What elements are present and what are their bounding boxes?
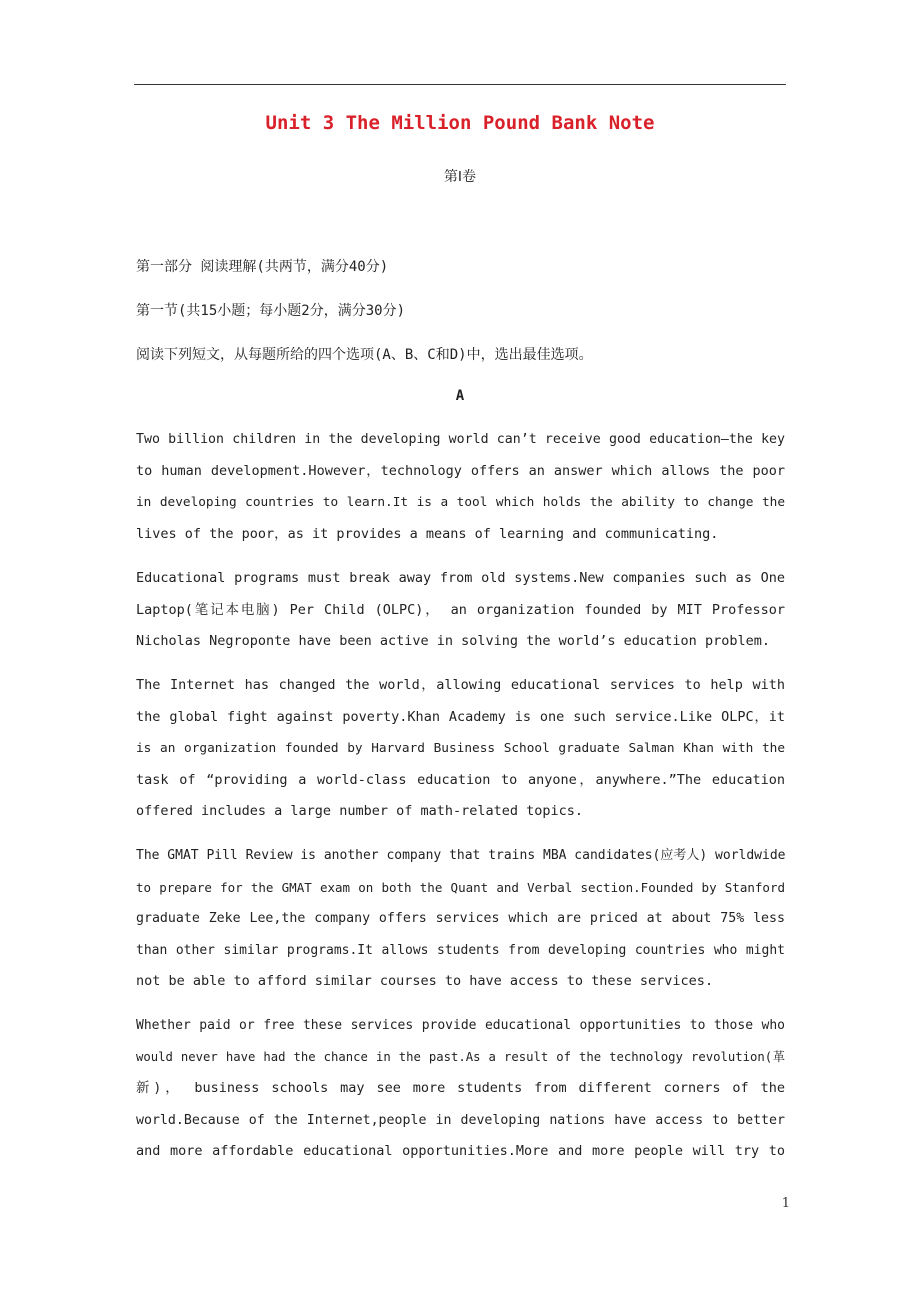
- page-number: 1: [781, 1196, 790, 1211]
- passage-paragraph: [136, 1010, 785, 1168]
- paragraph-line: Two billion children in the developing world can’t receive good education—the key: [136, 432, 785, 447]
- section-instruction: 第一节(共15小题；每小题2分，满分30分): [136, 303, 406, 319]
- paragraph-line: 新)， business schools may see more students from different corners of the: [136, 1080, 785, 1097]
- paragraph-line: Whether paid or free these services provide educational opportunities to those who: [136, 1018, 785, 1033]
- paragraph-line: to prepare for the GMAT exam on both the Quant and Verbal section.Founded by Stanford: [136, 879, 785, 895]
- paragraph-line: is an organization founded by Harvard Business School graduate Salman Khan with the: [136, 741, 785, 757]
- paragraph-line: the global fight against poverty.Khan Academy is one such service.Like OLPC，it: [136, 708, 785, 725]
- paragraph-line: The Internet has changed the world，allowing educational services to help with: [136, 677, 785, 693]
- paragraph-line: world.Because of the Internet,people in developing nations have access to better: [136, 1112, 785, 1128]
- paragraph-line: Laptop(笔记本电脑) Per Child (OLPC)， an organization founded by MIT Professor: [136, 601, 785, 618]
- paragraph-line: and more affordable educational opportunities.More and more people will try to: [136, 1143, 785, 1160]
- header-rule: [134, 84, 786, 85]
- passage-label: A: [455, 388, 465, 404]
- paragraph-line: not be able to afford similar courses to have access to these services.: [136, 973, 714, 990]
- paragraph-line: task of “providing a world-class education to anyone，anywhere.”The education: [136, 771, 785, 788]
- passage-paragraph: [136, 840, 785, 998]
- document-title: Unit 3 The Million Pound Bank Note: [265, 112, 655, 134]
- reading-instruction: 阅读下列短文，从每题所给的四个选项(A、B、C和D)中，选出最佳选项。: [136, 347, 593, 363]
- paragraph-line: The GMAT Pill Review is another company that trains MBA candidates(应考人) worldwide: [136, 848, 786, 863]
- paragraph-line: than other similar programs.It allows students from developing countries who might: [136, 942, 785, 958]
- volume-heading: 第Ⅰ卷: [443, 169, 477, 185]
- paragraph-line: Educational programs must break away from old systems.New companies such as One: [136, 570, 785, 586]
- paragraph-line: lives of the poor，as it provides a means of learning and communicating.: [136, 525, 719, 542]
- paragraph-line: would never have had the chance in the past.As a result of the technology revolution(革: [136, 1049, 785, 1064]
- paragraph-line: offered includes a large number of math-related topics.: [136, 803, 584, 820]
- paragraph-line: Nicholas Negroponte have been active in solving the world’s education problem.: [136, 633, 770, 650]
- passage-paragraph: [136, 424, 785, 550]
- paragraph-line: graduate Zeke Lee,the company offers services which are priced at about 75% less: [136, 911, 785, 927]
- passage-paragraph: [136, 563, 785, 658]
- paragraph-line: to human development.However，technology offers an answer which allows the poor: [136, 462, 785, 479]
- passage-paragraph: [136, 670, 785, 828]
- paragraph-line: in developing countries to learn.It is a tool which holds the ability to change the: [136, 495, 785, 511]
- part-instruction: 第一部分 阅读理解(共两节，满分40分): [136, 259, 389, 275]
